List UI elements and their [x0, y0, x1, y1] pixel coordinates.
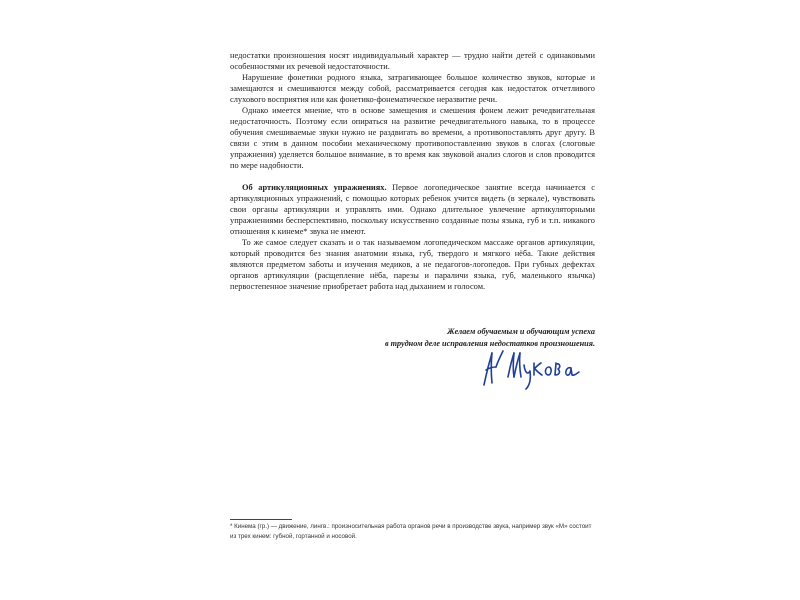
paragraph-4: [230, 182, 595, 237]
footnote: * Кинема (гр.) — движение, лингв.: произносительная работа органов речи в производстве звука, например звук «М» состоит из трех кинем: губной, гортанной и носовой.: [230, 523, 592, 540]
paragraph-1: недостатки произношения носят индивидуальный характер — трудно найти детей с одинаковыми особенностями их речевой недостаточности.: [230, 51, 595, 71]
paragraph-4-text: Первое логопедическое занятие всегда начинается с артикуляционных упражнений, с помощью которых ребенок учится видеть (в зеркале), чувствовать свои органы артикуляции и управлять ими. Однако длительное увлечение артикуляторными упражнениями бесперспективно, поскольку искусственно созданные позы языка, губ и т.п. никакого отношения к кинеме* звука не имеют.: [230, 183, 595, 236]
closing-line-1: Желаем обучаемым и обучающим успеха: [447, 327, 595, 336]
closing-line-2: в трудном деле исправления недостатков произношения.: [384, 339, 595, 348]
handwritten-signature: [480, 345, 585, 393]
footnote-separator: [230, 519, 292, 520]
signature-drawing: [480, 345, 585, 393]
paragraph-5: То же самое следует сказать и о так называемом логопедическом массаже органов артикуляции, который проводится без знания анатомии языка, губ, твердого и мягкого нёба. Такие действия являются предметом заботы и изучения медиков, а не педагогов-логопедов. При губных дефектах органов артикуляции (расщепление нёба, парезы и параличи языка, губ, маленького язычка) первостепенное значение приобретает работа над дыханием и голосом.: [230, 238, 595, 291]
paragraph-2: Нарушение фонетики родного языка, затрагивающее большое количество звуков, которые и замещаются и смешиваются между собой, рассматривается сегодня как недостаток отчетливого слухового восприятия или как фонетико-фонематическое неразвитие речи.: [230, 73, 595, 104]
main-text-block: [230, 50, 595, 292]
paragraph-3: Однако имеется мнение, что в основе замещения и смешения фонем лежит речедвигательная недостаточность. Поэтому если опираться на развитие речедвигательного навыка, то в процессе обучения смешиваемые звуки нужно не раздвигать во времени, а противопоставлять друг другу. В связи с этим в данном пособии механическому противопоставлению звуков в слогах (слоговые упражнения) уделяется большое внимание, в то время как звуковой анализ слогов и слов проводится по мере надобности.: [230, 106, 595, 170]
section-gap: [230, 171, 595, 182]
section-heading: Об артикуляционных упражнениях.: [242, 183, 387, 192]
